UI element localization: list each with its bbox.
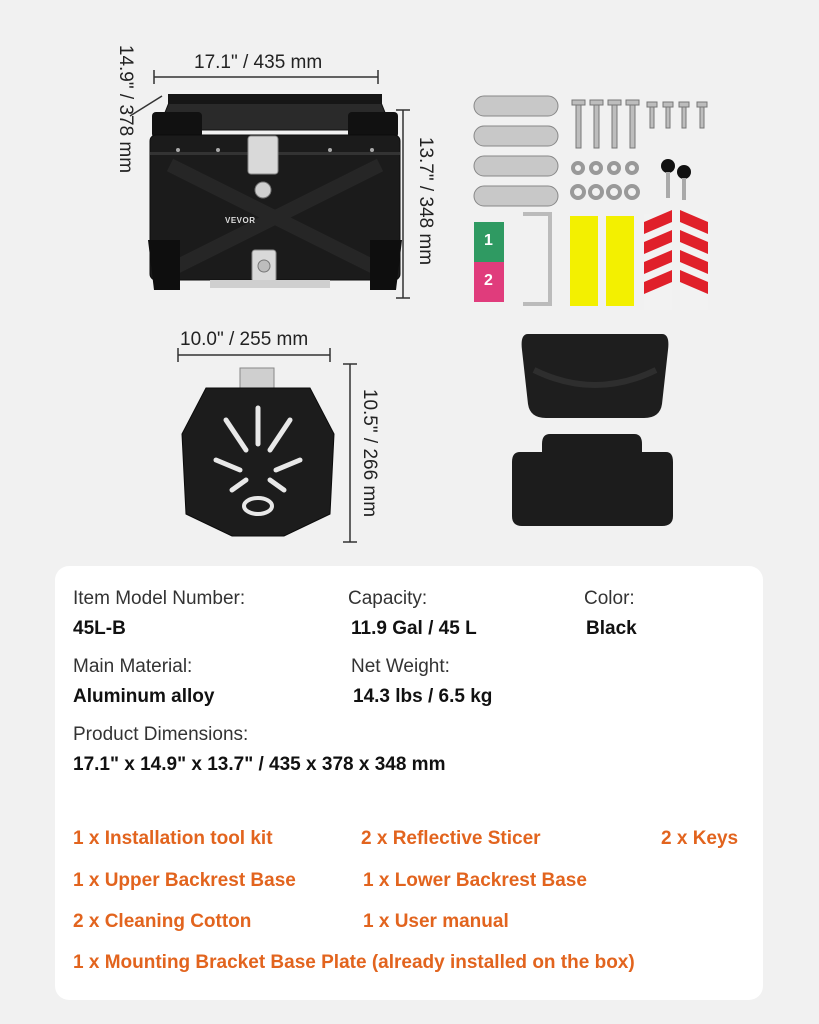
weight-value: 14.3 lbs / 6.5 kg <box>353 686 493 707</box>
hardware-kit-illustration <box>468 92 718 312</box>
capacity-label: Capacity: <box>348 588 428 609</box>
top-case-illustration <box>130 80 420 310</box>
weight-label: Net Weight: <box>351 656 450 677</box>
material-value: Aluminum alloy <box>73 686 215 707</box>
include-item: 2 x Reflective Sticer <box>361 828 541 849</box>
include-item: 1 x Mounting Bracket Base Plate (already installed on the box) <box>73 952 635 973</box>
include-item: 1 x Installation tool kit <box>73 828 273 849</box>
plate-height-label: 10.5" / 266 mm <box>359 388 380 518</box>
color-value: Black <box>586 618 637 639</box>
include-item: 2 x Cleaning Cotton <box>73 911 252 932</box>
dimensions-label: Product Dimensions: <box>73 724 249 745</box>
box-height-dimension-line <box>396 108 410 300</box>
material-label: Main Material: <box>73 656 193 677</box>
include-item: 1 x Lower Backrest Base <box>363 870 587 891</box>
include-item: 2 x Keys <box>661 828 739 849</box>
mounting-plate-illustration <box>176 364 340 544</box>
model-value: 45L-B <box>73 618 126 639</box>
include-item: 1 x User manual <box>363 911 509 932</box>
wipe-label-1: 1 <box>484 232 493 249</box>
dimensions-value: 17.1" x 14.9" x 13.7" / 435 x 378 x 348 mm <box>73 754 446 775</box>
plate-width-label: 10.0" / 255 mm <box>180 329 309 350</box>
wipe-label-2: 2 <box>484 272 493 289</box>
box-width-label: 17.1" / 435 mm <box>194 52 323 73</box>
color-label: Color: <box>584 588 635 609</box>
spec-card <box>55 566 763 1000</box>
upper-backrest-illustration <box>520 330 670 422</box>
brand-logo: VEVOR <box>225 216 256 225</box>
box-depth-label: 14.9" / 378 mm <box>115 44 136 174</box>
lower-backrest-illustration <box>510 430 675 530</box>
model-label: Item Model Number: <box>73 588 246 609</box>
box-height-label: 13.7" / 348 mm <box>415 136 436 266</box>
capacity-value: 11.9 Gal / 45 L <box>351 618 477 639</box>
plate-height-dimension-line <box>343 362 357 544</box>
include-item: 1 x Upper Backrest Base <box>73 870 296 891</box>
